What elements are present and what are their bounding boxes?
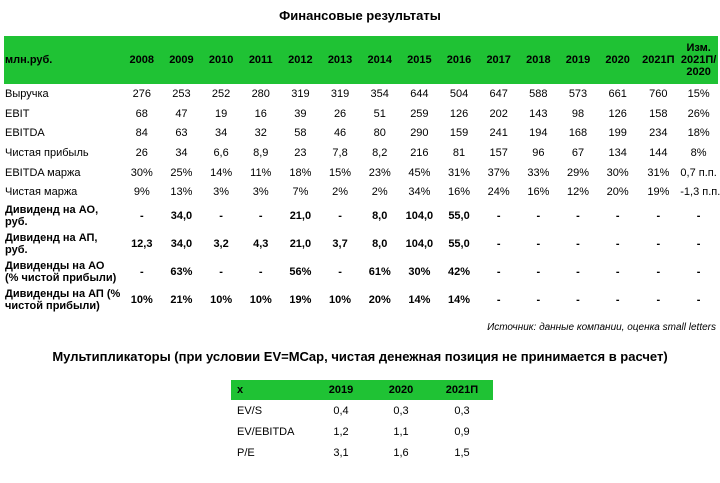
table-cell: 31% xyxy=(647,166,670,179)
table-cell: 9% xyxy=(133,186,150,199)
header-year: 2015 xyxy=(400,36,440,84)
table-cell: 84 xyxy=(135,127,148,140)
multiples-cell: 0,4 xyxy=(333,404,349,417)
multiples-label: EV/S xyxy=(237,404,263,417)
change-cell: 8% xyxy=(690,146,707,159)
multiples-label: EV/EBITDA xyxy=(237,425,295,438)
multiples-cell: 3,1 xyxy=(333,446,349,459)
row-label: EBITDA маржа xyxy=(5,166,81,179)
table-cell: - xyxy=(536,266,541,279)
table-cell: - xyxy=(656,294,661,307)
table-row xyxy=(4,230,718,258)
table-cell: 3,2 xyxy=(213,238,229,251)
table-cell: 7% xyxy=(292,186,309,199)
table-cell: 16% xyxy=(448,186,471,199)
table-cell: 16 xyxy=(254,107,267,120)
table-cell: 47 xyxy=(175,107,188,120)
table-cell: 55,0 xyxy=(448,238,470,251)
table-cell: 2% xyxy=(371,186,388,199)
table-cell: - xyxy=(139,266,144,279)
row-label: Дивиденд на АО, руб. xyxy=(5,204,99,229)
table-cell: 199 xyxy=(608,127,627,140)
table-cell: 98 xyxy=(571,107,585,120)
table-cell: 25% xyxy=(170,166,193,179)
table-cell: 15% xyxy=(329,166,352,179)
table-row xyxy=(4,104,718,124)
table-cell: 61% xyxy=(368,266,391,279)
multiples-corner: x xyxy=(231,380,311,400)
table-cell: - xyxy=(338,210,342,223)
table-cell: 253 xyxy=(172,87,191,100)
table-cell: 143 xyxy=(529,107,548,120)
table-cell: 280 xyxy=(251,87,270,100)
row-label: Дивиденды на АО (% чистой прибыли) xyxy=(5,260,117,285)
change-cell: - xyxy=(696,238,701,251)
table-cell: 573 xyxy=(568,87,588,100)
table-cell: 104,0 xyxy=(405,238,434,251)
header-year: 2014 xyxy=(360,36,400,84)
table-cell: 24% xyxy=(487,186,510,199)
table-cell: 354 xyxy=(370,87,389,100)
multiples-row xyxy=(231,421,493,442)
multiples-cell: 0,3 xyxy=(454,404,470,417)
table-cell: - xyxy=(576,266,580,279)
table-cell: 16% xyxy=(527,186,550,199)
table-cell: 67 xyxy=(571,146,585,159)
table-cell: 29% xyxy=(566,166,590,179)
table-cell: 259 xyxy=(410,107,429,120)
table-cell: 4,3 xyxy=(253,238,269,251)
table-cell: 276 xyxy=(132,87,151,100)
header-year: 2021П xyxy=(637,36,679,84)
table-cell: 588 xyxy=(529,87,548,100)
table-cell: 647 xyxy=(489,87,508,100)
header-year: 2011 xyxy=(241,36,281,84)
table-row xyxy=(4,202,718,230)
table-cell: 14% xyxy=(210,166,233,179)
table-cell: 19 xyxy=(214,107,228,120)
table-cell: 80 xyxy=(373,127,386,140)
table-cell: - xyxy=(536,294,541,307)
table-cell: 56% xyxy=(289,266,312,279)
table-cell: - xyxy=(615,266,620,279)
row-label: Чистая прибыль xyxy=(5,146,89,159)
table-cell: 8,2 xyxy=(372,146,388,159)
table-cell: 68 xyxy=(135,107,148,120)
header-unit-label: млн.руб. xyxy=(4,36,122,84)
change-cell: - xyxy=(696,210,701,223)
table-cell: 21% xyxy=(170,294,193,307)
row-label: Дивиденды на АП (% чистой прибыли) xyxy=(5,288,121,313)
header-year: 2013 xyxy=(320,36,360,84)
table-cell: - xyxy=(258,210,263,223)
table-cell: 760 xyxy=(649,87,668,100)
table-cell: - xyxy=(219,210,223,223)
table-cell: 63 xyxy=(175,127,188,140)
multiples-cell: 1,1 xyxy=(393,425,409,438)
change-cell: 15% xyxy=(687,87,710,100)
multiples-cell: 1,6 xyxy=(393,446,409,459)
multiples-table xyxy=(231,380,493,463)
table-cell: 81 xyxy=(452,146,466,159)
header-year: 2019 xyxy=(558,36,598,84)
table-cell: 319 xyxy=(330,87,350,100)
table-cell: 216 xyxy=(410,146,429,159)
table-cell: 58 xyxy=(294,127,307,140)
multiples-cell: 0,3 xyxy=(393,404,409,417)
header-year: 2016 xyxy=(439,36,479,84)
table-cell: 168 xyxy=(568,127,588,140)
table-cell: 126 xyxy=(449,107,469,120)
row-label: Дивиденд на АП, руб. xyxy=(5,232,98,257)
table-cell: 157 xyxy=(489,146,508,159)
multiples-row xyxy=(231,400,493,421)
table-cell: 30% xyxy=(606,166,629,179)
change-cell: - xyxy=(696,266,701,279)
table-cell: 30% xyxy=(130,166,153,179)
table-cell: - xyxy=(576,210,580,223)
table-cell: 6,6 xyxy=(213,146,229,159)
table-cell: 37% xyxy=(487,166,510,179)
table-cell: 21,0 xyxy=(289,210,312,223)
table-cell: - xyxy=(536,210,541,223)
change-cell: - xyxy=(696,294,701,307)
header-year: 2018 xyxy=(519,36,559,84)
table-row xyxy=(4,84,718,104)
table-cell: 144 xyxy=(649,146,668,159)
table-cell: 34 xyxy=(214,127,228,140)
table-cell: - xyxy=(258,266,263,279)
table-cell: 661 xyxy=(608,87,627,100)
table-cell: 8,9 xyxy=(253,146,269,159)
row-label: Выручка xyxy=(5,87,49,100)
header-year: 2012 xyxy=(281,36,321,84)
table-cell: - xyxy=(338,266,342,279)
multiples-cell: 1,5 xyxy=(454,446,470,459)
table-cell: 34% xyxy=(408,186,431,199)
table-cell: - xyxy=(656,238,661,251)
table-cell: 14% xyxy=(448,294,471,307)
table-cell: 55,0 xyxy=(448,210,470,223)
change-cell: 0,7 п.п. xyxy=(680,166,717,179)
page-title: Финансовые результаты xyxy=(279,8,441,23)
change-cell: 18% xyxy=(687,127,710,140)
row-label: Чистая маржа xyxy=(5,186,78,199)
table-cell: - xyxy=(576,238,580,251)
multiples-year: 2021П xyxy=(431,380,493,400)
table-cell: 11% xyxy=(250,166,272,179)
table-cell: 20% xyxy=(368,294,391,307)
multiples-row xyxy=(231,442,493,463)
table-cell: 159 xyxy=(449,127,469,140)
table-cell: 3,7 xyxy=(332,238,348,251)
multiples-year: 2020 xyxy=(371,380,431,400)
table-cell: 12,3 xyxy=(131,238,153,251)
table-cell: 45% xyxy=(408,166,431,179)
table-cell: 8,0 xyxy=(372,238,388,251)
change-cell: -1,3 п.п. xyxy=(680,186,720,199)
row-label: EBIT xyxy=(5,107,30,120)
table-cell: 34 xyxy=(175,146,188,159)
table-cell: 26 xyxy=(333,107,347,120)
table-cell: 51 xyxy=(373,107,386,120)
table-cell: 33% xyxy=(527,166,550,179)
financial-results-table xyxy=(4,36,718,314)
table-cell: 23 xyxy=(294,146,307,159)
table-cell: 32 xyxy=(254,127,267,140)
table-cell: - xyxy=(576,294,580,307)
table-cell: 13% xyxy=(170,186,193,199)
table-cell: 126 xyxy=(608,107,627,120)
table-cell: - xyxy=(496,210,501,223)
header-year: 2017 xyxy=(479,36,519,84)
table-cell: 18% xyxy=(289,166,312,179)
table-cell: 20% xyxy=(606,186,629,199)
table-cell: - xyxy=(496,238,501,251)
header-change: Изм. 2021П/ 2020 xyxy=(679,36,718,84)
table-cell: 21,0 xyxy=(289,238,312,251)
change-cell: 26% xyxy=(687,107,710,120)
table-cell: 39 xyxy=(294,107,307,120)
table-cell: - xyxy=(615,294,620,307)
table-cell: 134 xyxy=(608,146,627,159)
table-cell: 3% xyxy=(252,186,269,199)
header-year: 2008 xyxy=(122,36,162,84)
table-cell: - xyxy=(615,238,620,251)
table-cell: 96 xyxy=(532,146,545,159)
table-cell: 14% xyxy=(408,294,431,307)
table-cell: 158 xyxy=(649,107,668,120)
table-cell: 7,8 xyxy=(332,146,348,159)
table-row xyxy=(4,163,718,183)
table-cell: - xyxy=(656,210,661,223)
table-cell: 19% xyxy=(289,294,312,307)
multiples-cell: 0,9 xyxy=(454,425,470,438)
multiples-label: P/E xyxy=(237,446,255,459)
table-cell: - xyxy=(615,210,620,223)
table-cell: 23% xyxy=(368,166,391,179)
table-cell: 290 xyxy=(410,127,429,140)
source-note: Источник: данные компании, оценка small letters xyxy=(487,322,716,333)
table-row xyxy=(4,286,718,314)
multiples-title: Мультипликаторы (при условии EV=MCap, чистая денежная позиция не принимается в расчет) xyxy=(52,349,668,364)
table-cell: 34,0 xyxy=(170,238,193,251)
table-cell: - xyxy=(219,266,223,279)
table-cell: - xyxy=(536,238,541,251)
table-cell: 3% xyxy=(213,186,230,199)
table-row xyxy=(4,182,718,202)
table-cell: 10% xyxy=(249,294,272,307)
table-cell: 644 xyxy=(410,87,429,100)
table-cell: 241 xyxy=(489,127,508,140)
table-cell: 8,0 xyxy=(372,210,388,223)
table-cell: - xyxy=(656,266,661,279)
table-cell: 234 xyxy=(649,127,668,140)
multiples-header-row xyxy=(231,380,493,400)
table-cell: 30% xyxy=(408,266,431,279)
header-year: 2009 xyxy=(162,36,202,84)
table-cell: 2% xyxy=(332,186,349,199)
table-header-row xyxy=(4,36,718,84)
table-cell: 10% xyxy=(130,294,153,307)
row-label: EBITDA xyxy=(5,127,45,140)
table-cell: 63% xyxy=(170,266,193,279)
table-row xyxy=(4,258,718,286)
table-cell: 10% xyxy=(329,294,352,307)
table-cell: 252 xyxy=(211,87,231,100)
table-cell: 104,0 xyxy=(405,210,434,223)
table-cell: 46 xyxy=(333,127,347,140)
table-cell: 42% xyxy=(448,266,471,279)
header-year: 2010 xyxy=(201,36,241,84)
table-cell: 12% xyxy=(566,186,590,199)
table-cell: 202 xyxy=(489,107,508,120)
table-cell: - xyxy=(139,210,144,223)
multiples-cell: 1,2 xyxy=(333,425,349,438)
table-cell: 319 xyxy=(291,87,310,100)
table-cell: 26 xyxy=(135,146,148,159)
header-year: 2020 xyxy=(598,36,638,84)
table-cell: 504 xyxy=(449,87,469,100)
table-cell: 194 xyxy=(529,127,548,140)
table-cell: 10% xyxy=(210,294,233,307)
table-cell: 34,0 xyxy=(170,210,193,223)
table-row xyxy=(4,123,718,143)
table-row xyxy=(4,143,718,163)
table-cell: - xyxy=(496,294,501,307)
table-cell: 19% xyxy=(647,186,670,199)
multiples-year: 2019 xyxy=(311,380,371,400)
table-cell: 31% xyxy=(448,166,471,179)
table-cell: - xyxy=(496,266,501,279)
